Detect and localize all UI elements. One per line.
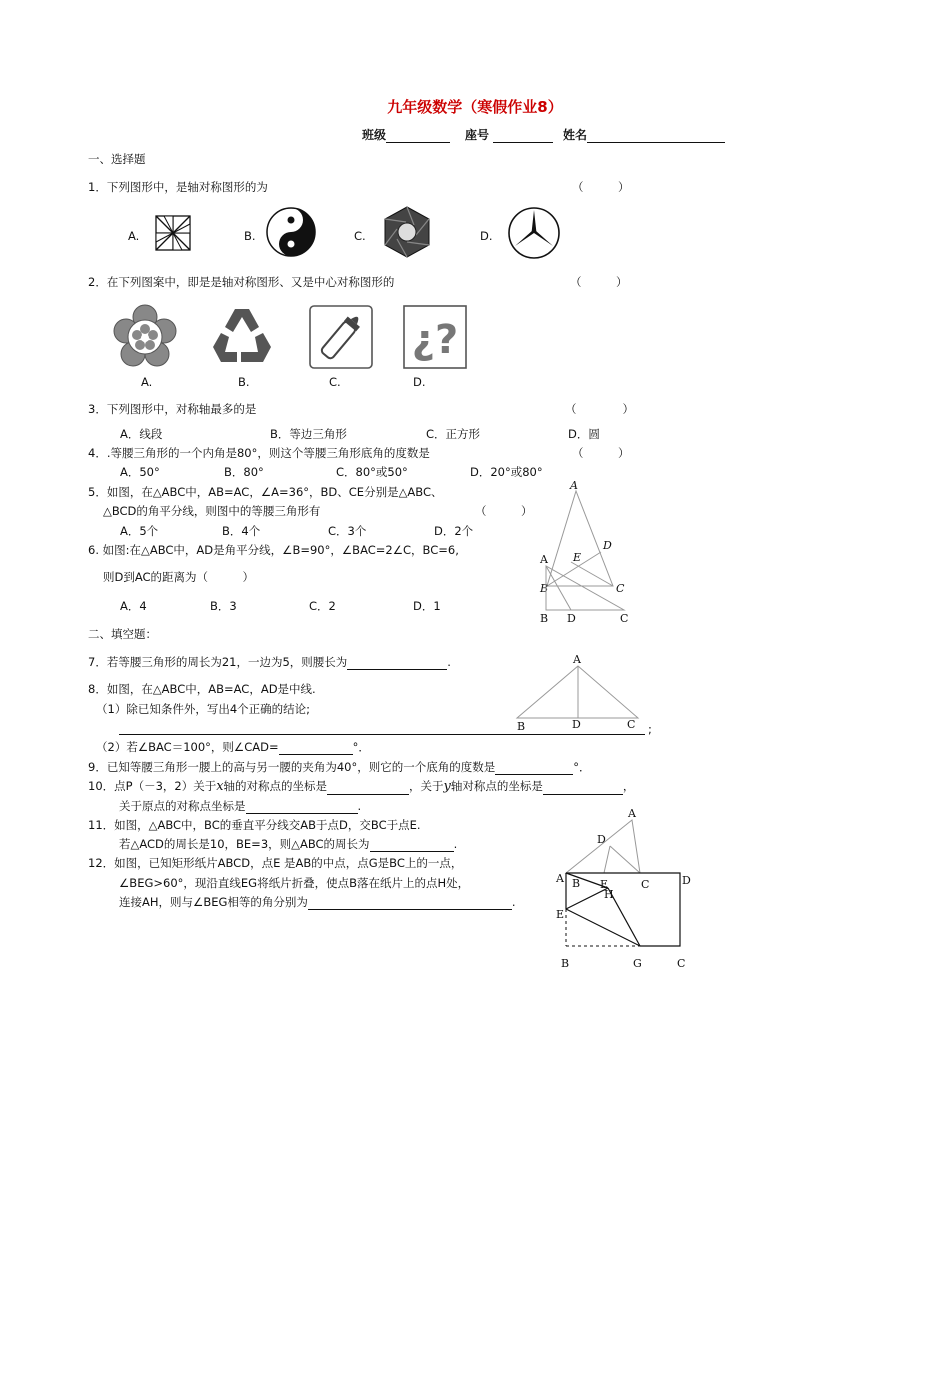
name-field: 姓名 xyxy=(563,126,725,143)
q8-stem: 8．如图，在△ABC中，AB=AC，AD是中线. xyxy=(88,682,316,696)
fig11-label-d: D xyxy=(597,833,606,846)
q6-opt-a: A．4 xyxy=(120,599,147,613)
q4-stem: 4．.等腰三角形的一个内角是80°，则这个等腰三角形底角的度数是 xyxy=(88,446,430,460)
q1-opt-d: D. xyxy=(480,229,493,243)
q5-paren: （ ） xyxy=(475,504,533,518)
q1-paren: （ ） xyxy=(572,180,630,194)
q10-line2: 关于原点的对称点坐标是 . xyxy=(119,799,362,813)
fig5-label-e: E xyxy=(573,551,582,564)
q1-opt-c: C. xyxy=(354,229,366,243)
q5-stem-line2: △BCD的角平分线，则图中的等腰三角形有 xyxy=(103,504,321,518)
fig12-label-c: C xyxy=(677,957,686,970)
class-field: 班级 xyxy=(362,126,450,143)
fig11-label-e: E xyxy=(600,878,609,891)
q8-part1-end: ; xyxy=(648,722,652,736)
q1-stem: 1．下列图形中，是轴对称图形的为 xyxy=(88,180,268,194)
section-choice: 一、选择题 xyxy=(88,152,146,166)
q7-stem: 7．若等腰三角形的周长为21，一边为5，则腰长为 . xyxy=(88,655,451,669)
q5-opt-d: D．2个 xyxy=(434,524,474,538)
q3-opt-d: D．圆 xyxy=(568,427,600,441)
q10-line1: 10．点P（－3，2）关于x轴的对称点的坐标是 ，关于y轴对称点的坐标是 ， xyxy=(88,779,635,794)
svg-text:¿?: ¿? xyxy=(411,317,459,363)
fig6-label-a: A xyxy=(540,553,548,566)
fig11-label-b: B xyxy=(572,877,581,890)
fig5-label-a: A xyxy=(570,479,578,492)
fig12-label-d: D xyxy=(682,874,691,887)
q6-stem-line2: 则D到AC的距离为（ ） xyxy=(103,570,255,584)
q2-opt-c: C. xyxy=(329,375,341,389)
q3-paren: （ ） xyxy=(565,402,634,416)
q5-stem-line1: 5．如图，在△ABC中，AB=AC，∠A=36°，BD、CE分别是△ABC、 xyxy=(88,485,443,499)
q3-opt-b: B．等边三角形 xyxy=(270,427,347,441)
fig12-label-g: G xyxy=(633,957,642,970)
q5-opt-c: C．3个 xyxy=(328,524,367,538)
q11-stem-line2: 若△ACD的周长是10，BE=3，则△ABC的周长为 . xyxy=(119,837,458,851)
section-fill: 二、填空题： xyxy=(88,627,157,641)
q6-opt-c: C．2 xyxy=(309,599,336,613)
q2-opt-b: B. xyxy=(238,375,250,389)
q4-opt-c: C．80°或50° xyxy=(336,465,408,479)
q12-stem-line1: 12．如图，已知矩形纸片ABCD，点E 是AB的中点，点G是BC上的一点， xyxy=(88,856,463,870)
q6-opt-b: B．3 xyxy=(210,599,237,613)
q4-paren: （ ） xyxy=(572,446,630,460)
q3-opt-a: A．线段 xyxy=(120,427,163,441)
q12-stem-line2: ∠BEG>60°，现沿直线EG将纸片折叠，使点B落在纸片上的点H处， xyxy=(119,876,470,890)
fig8-label-b: B xyxy=(517,720,526,733)
fig8-label-c: C xyxy=(627,718,636,731)
fig8-label-d: D xyxy=(572,718,581,731)
fig5-label-c: C xyxy=(616,582,625,595)
q8-part2: （2）若∠BAC＝100°，则∠CAD= °． xyxy=(96,740,370,754)
q4-opt-d: D．20°或80° xyxy=(470,465,543,479)
fig12-label-h: H xyxy=(604,888,614,901)
fig6-label-b: B xyxy=(540,612,549,625)
q11-stem-line1: 11．如图，△ABC中，BC的垂直平分线交AB于点D，交BC于点E. xyxy=(88,818,421,832)
fig5-label-b: B xyxy=(540,582,549,595)
fig6-label-d: D xyxy=(567,612,576,625)
q4-opt-b: B．80° xyxy=(224,465,264,479)
q2-paren: （ ） xyxy=(570,275,628,289)
fig6-label-c: C xyxy=(620,612,629,625)
q5-opt-b: B．4个 xyxy=(222,524,261,538)
q2-opt-d: D. xyxy=(413,375,426,389)
q1-opt-b: B. xyxy=(244,229,256,243)
q4-opt-a: A．50° xyxy=(120,465,160,479)
q1-opt-a: A. xyxy=(128,229,140,243)
q6-stem-line1: 6. 如图:在△ABC中，AD是角平分线，∠B=90°，∠BAC=2∠C，BC=6, xyxy=(88,543,459,557)
fig5-label-d: D xyxy=(603,539,612,552)
fig12-label-e: E xyxy=(556,908,565,921)
q6-opt-d: D．1 xyxy=(413,599,441,613)
fig8-label-a: A xyxy=(573,653,581,666)
q3-stem: 3．下列图形中，对称轴最多的是 xyxy=(88,402,257,416)
q9-stem: 9．已知等腰三角形一腰上的高与另一腰的夹角为40°，则它的一个底角的度数是 °． xyxy=(88,760,591,774)
q5-opt-a: A．5个 xyxy=(120,524,159,538)
fig12-label-b: B xyxy=(561,957,570,970)
fig11-label-c: C xyxy=(641,878,650,891)
q8-part1: （1）除已知条件外，写出4个正确的结论; xyxy=(96,702,311,716)
q12-stem-line3: 连接AH，则与∠BEG相等的角分别为 . xyxy=(119,895,516,909)
seat-field: 座号 xyxy=(465,126,553,143)
q3-opt-c: C．正方形 xyxy=(426,427,481,441)
page-title: 九年级数学（寒假作业8） xyxy=(387,98,563,116)
q2-stem: 2．在下列图案中，即是是轴对称图形、又是中心对称图形的 xyxy=(88,275,395,289)
fig12-label-a: A xyxy=(556,872,564,885)
q2-opt-a: A. xyxy=(141,375,153,389)
fig11-label-a: A xyxy=(628,807,636,820)
